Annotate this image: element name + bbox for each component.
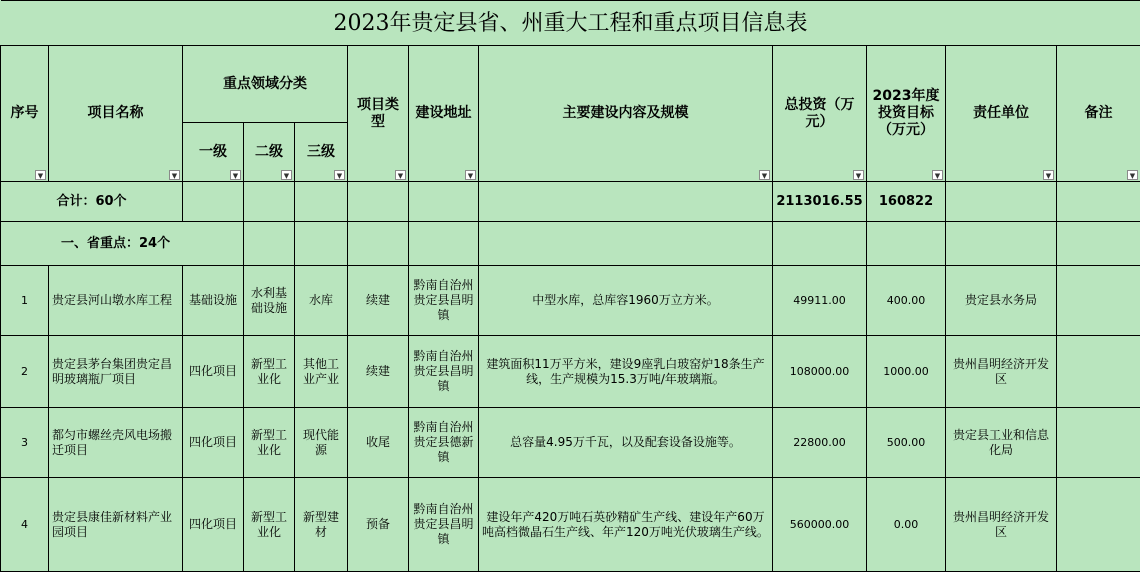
table-cell <box>348 222 409 266</box>
row-name: 贵定县茅台集团贵定昌明玻璃瓶厂项目 <box>49 336 183 408</box>
row-total-invest: 108000.00 <box>773 336 867 408</box>
row-level3: 新型建材 <box>295 478 348 572</box>
row-content: 总容量4.95万千瓦，以及配套设备设施等。 <box>479 408 773 478</box>
total-target-value: 160822 <box>867 182 946 222</box>
table-cell <box>409 182 479 222</box>
total-label: 合计：60个 <box>1 182 183 222</box>
table-cell <box>244 222 295 266</box>
filter-dropdown-icon[interactable]: ▼ <box>932 170 943 180</box>
row-seq: 3 <box>1 408 49 478</box>
table-cell <box>479 182 773 222</box>
filter-dropdown-icon[interactable]: ▼ <box>759 170 770 180</box>
row-level1: 基础设施 <box>183 266 244 336</box>
row-target-2023: 500.00 <box>867 408 946 478</box>
row-unit: 贵定县水务局 <box>946 266 1057 336</box>
table-row <box>1 336 1140 408</box>
header-total-invest <box>773 46 867 182</box>
filter-dropdown-icon[interactable]: ▼ <box>281 170 292 180</box>
row-level3: 其他工业产业 <box>295 336 348 408</box>
header-name <box>49 46 183 182</box>
filter-dropdown-icon[interactable]: ▼ <box>230 170 241 180</box>
row-total-invest: 49911.00 <box>773 266 867 336</box>
row-target-2023: 0.00 <box>867 478 946 572</box>
header-level3-label: 三级 <box>307 144 335 160</box>
header-level2-label: 二级 <box>255 144 283 160</box>
row-type: 收尾 <box>348 408 409 478</box>
row-level2: 新型工业化 <box>244 408 295 478</box>
filter-dropdown-icon[interactable]: ▼ <box>1127 170 1138 180</box>
row-location: 黔南自治州贵定县德新镇 <box>409 408 479 478</box>
row-target-2023: 1000.00 <box>867 336 946 408</box>
total-invest-value: 2113016.55 <box>773 182 867 222</box>
row-level3: 水库 <box>295 266 348 336</box>
row-level3: 现代能源 <box>295 408 348 478</box>
filter-dropdown-icon[interactable]: ▼ <box>395 170 406 180</box>
header-remark <box>1057 46 1140 182</box>
table-cell <box>1057 222 1140 266</box>
row-content: 建筑面积11万平方米，建设9座乳白玻窑炉18条生产线，生产规模为15.3万吨/年玻璃瓶。 <box>479 336 773 408</box>
header-remark-label: 备注 <box>1085 105 1113 121</box>
table-cell <box>946 222 1057 266</box>
table-cell <box>295 182 348 222</box>
header-unit-label: 责任单位 <box>973 105 1029 121</box>
table-cell <box>348 182 409 222</box>
filter-dropdown-icon[interactable]: ▼ <box>853 170 864 180</box>
page-title: 2023年贵定县省、州重大工程和重点项目信息表 <box>1 1 1140 46</box>
header-target-2023-label: 2023年度投资目标（万元） <box>873 88 940 138</box>
row-name: 贵定县河山墩水库工程 <box>49 266 183 336</box>
row-level1: 四化项目 <box>183 336 244 408</box>
section-row <box>1 222 1140 266</box>
table-row <box>1 408 1140 478</box>
row-remark <box>1057 478 1140 572</box>
row-content: 中型水库，总库容1960万立方米。 <box>479 266 773 336</box>
filter-dropdown-icon[interactable]: ▼ <box>334 170 345 180</box>
row-seq: 4 <box>1 478 49 572</box>
header-domain: 重点领域分类 <box>183 46 348 123</box>
header-type <box>348 46 409 182</box>
row-level1: 四化项目 <box>183 408 244 478</box>
row-seq: 2 <box>1 336 49 408</box>
header-level3 <box>295 123 348 182</box>
table-cell <box>295 222 348 266</box>
header-location <box>409 46 479 182</box>
filter-dropdown-icon[interactable]: ▼ <box>465 170 476 180</box>
filter-dropdown-icon[interactable]: ▼ <box>35 170 46 180</box>
row-remark <box>1057 408 1140 478</box>
row-name: 都匀市螺丝壳风电场搬迁项目 <box>49 408 183 478</box>
row-seq: 1 <box>1 266 49 336</box>
table-cell <box>946 182 1057 222</box>
header-content <box>479 46 773 182</box>
row-unit: 贵州昌明经济开发区 <box>946 478 1057 572</box>
row-remark <box>1057 336 1140 408</box>
table-cell <box>183 182 244 222</box>
row-type: 预备 <box>348 478 409 572</box>
row-total-invest: 560000.00 <box>773 478 867 572</box>
header-level1-label: 一级 <box>199 144 227 160</box>
table-cell <box>1057 182 1140 222</box>
header-target-2023 <box>867 46 946 182</box>
filter-dropdown-icon[interactable]: ▼ <box>1043 170 1054 180</box>
row-level1: 四化项目 <box>183 478 244 572</box>
row-total-invest: 22800.00 <box>773 408 867 478</box>
row-location: 黔南自治州贵定县昌明镇 <box>409 478 479 572</box>
row-level2: 新型工业化 <box>244 478 295 572</box>
table-cell <box>409 222 479 266</box>
table-cell <box>867 222 946 266</box>
section-label: 一、省重点：24个 <box>1 222 244 266</box>
row-remark <box>1057 266 1140 336</box>
header-name-label: 项目名称 <box>88 105 144 121</box>
header-type-label: 项目类型 <box>357 97 399 130</box>
row-name: 贵定县康佳新材料产业园项目 <box>49 478 183 572</box>
row-location: 黔南自治州贵定县昌明镇 <box>409 266 479 336</box>
row-level2: 新型工业化 <box>244 336 295 408</box>
table-cell <box>773 222 867 266</box>
filter-dropdown-icon[interactable]: ▼ <box>169 170 180 180</box>
table-row <box>1 266 1140 336</box>
total-row <box>1 182 1140 222</box>
table-cell <box>244 182 295 222</box>
row-target-2023: 400.00 <box>867 266 946 336</box>
table-cell <box>479 222 773 266</box>
header-total-invest-label: 总投资（万元） <box>785 97 855 130</box>
row-location: 黔南自治州贵定县昌明镇 <box>409 336 479 408</box>
table-row <box>1 478 1140 572</box>
row-unit: 贵定县工业和信息化局 <box>946 408 1057 478</box>
header-unit <box>946 46 1057 182</box>
header-content-label: 主要建设内容及规模 <box>563 105 689 121</box>
row-type: 续建 <box>348 266 409 336</box>
header-level1 <box>183 123 244 182</box>
row-content: 建设年产420万吨石英砂精矿生产线、建设年产60万吨高档微晶石生产线、年产120万吨光伏玻璃生产线。 <box>479 478 773 572</box>
header-location-label: 建设地址 <box>416 105 472 121</box>
row-type: 续建 <box>348 336 409 408</box>
header-level2 <box>244 123 295 182</box>
row-level2: 水利基础设施 <box>244 266 295 336</box>
header-seq <box>1 46 49 182</box>
row-unit: 贵州昌明经济开发区 <box>946 336 1057 408</box>
header-seq-label: 序号 <box>11 105 39 121</box>
